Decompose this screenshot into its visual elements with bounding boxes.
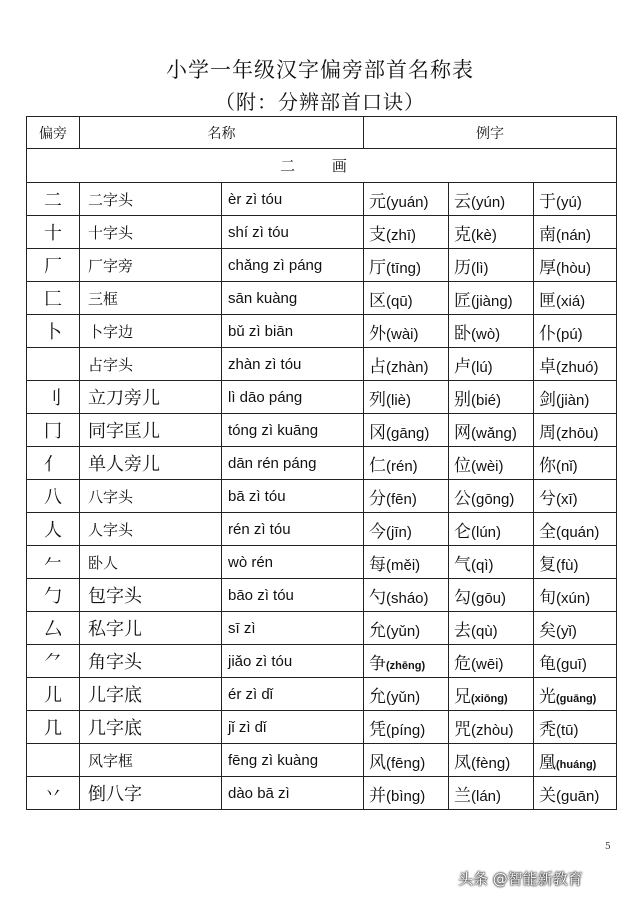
example-pinyin: (zhàn) xyxy=(386,358,429,376)
example-character: 勾 xyxy=(454,587,471,608)
radical-cell: 厶 xyxy=(27,612,80,645)
example-character: 南 xyxy=(539,224,556,245)
example-cell xyxy=(449,612,534,645)
example-pinyin: (sháo) xyxy=(386,589,429,607)
example-pinyin: (hòu) xyxy=(556,259,592,277)
example-character: 旬 xyxy=(539,587,556,608)
example-pinyin: (bìng) xyxy=(386,787,426,805)
section-row xyxy=(27,149,617,183)
example-character: 别 xyxy=(454,389,471,410)
example-character: 外 xyxy=(369,323,386,344)
example-pinyin: (gōng) xyxy=(471,490,515,508)
example-character: 匠 xyxy=(454,290,471,311)
example-character: 卓 xyxy=(539,356,556,377)
example-pinyin: (yuán) xyxy=(386,193,429,211)
example-pinyin: (qì) xyxy=(471,556,494,574)
radical-name-cell: 包字头 xyxy=(80,579,222,612)
pinyin-cell: jǐ zì dǐ xyxy=(222,711,364,744)
example-pinyin: (jiàn) xyxy=(556,391,590,409)
radical-cell: 人 xyxy=(27,513,80,546)
radical-name-cell: 风字框 xyxy=(80,744,222,777)
example-character: 列 xyxy=(369,389,386,410)
pinyin-cell: bǔ zì biān xyxy=(222,315,364,348)
radical-name-cell: 单人旁儿 xyxy=(80,447,222,480)
example-pinyin: (yǔn) xyxy=(386,622,421,640)
example-character: 秃 xyxy=(539,719,556,740)
page-subtitle: （附：分辨部首口诀） xyxy=(215,90,425,114)
example-cell xyxy=(364,777,449,810)
example-pinyin: (lán) xyxy=(471,787,502,805)
example-pinyin: (fēn) xyxy=(386,490,417,508)
header-examples: 例字 xyxy=(364,117,617,149)
example-character: 于 xyxy=(539,191,556,212)
example-cell xyxy=(449,645,534,678)
example-pinyin: (wèi) xyxy=(471,457,504,475)
header-name: 名称 xyxy=(80,117,364,149)
example-pinyin: (qù) xyxy=(471,622,498,640)
example-character: 并 xyxy=(369,785,386,806)
radical-cell: 二 xyxy=(27,183,80,216)
example-pinyin: (lún) xyxy=(471,523,502,541)
table-row xyxy=(27,414,617,447)
radical-table xyxy=(26,116,617,810)
table-row xyxy=(27,777,617,810)
example-character: 支 xyxy=(369,224,386,245)
example-cell xyxy=(449,777,534,810)
pinyin-cell: sān kuàng xyxy=(222,282,364,315)
example-character: 云 xyxy=(454,191,471,212)
example-character: 光 xyxy=(539,686,556,707)
example-pinyin: (zhòu) xyxy=(471,721,514,739)
example-pinyin: (bié) xyxy=(471,391,502,409)
radical-cell: ⺈ xyxy=(27,645,80,678)
example-pinyin: (fēng) xyxy=(386,754,426,772)
example-character: 冈 xyxy=(369,422,386,443)
page-number: 5 xyxy=(605,842,611,852)
example-character: 允 xyxy=(369,620,386,641)
example-pinyin: (gāng) xyxy=(386,424,430,442)
example-character: 卢 xyxy=(454,356,471,377)
example-pinyin: (tīng) xyxy=(386,259,422,277)
example-pinyin: (jiàng) xyxy=(471,292,513,310)
table-row xyxy=(27,216,617,249)
example-cell xyxy=(534,645,617,678)
radical-cell xyxy=(27,348,80,381)
radical-cell: 几 xyxy=(27,711,80,744)
example-pinyin: (xún) xyxy=(556,589,591,607)
example-character: 克 xyxy=(454,224,471,245)
example-cell xyxy=(364,480,449,513)
example-cell xyxy=(364,546,449,579)
example-pinyin: (yǐ) xyxy=(556,622,577,640)
example-pinyin: (měi) xyxy=(386,556,421,574)
example-cell xyxy=(534,579,617,612)
example-pinyin: (jīn) xyxy=(386,523,412,541)
table-row xyxy=(27,183,617,216)
pinyin-cell: rén zì tóu xyxy=(222,513,364,546)
pinyin-cell: dān rén páng xyxy=(222,447,364,480)
header-row xyxy=(27,117,617,149)
example-character: 仑 xyxy=(454,521,471,542)
example-character: 复 xyxy=(539,554,556,575)
example-character: 兮 xyxy=(539,488,556,509)
example-pinyin: (liè) xyxy=(386,391,411,409)
example-pinyin: (rén) xyxy=(386,457,418,475)
example-pinyin: (píng) xyxy=(386,721,426,739)
example-character: 匣 xyxy=(539,290,556,311)
pinyin-cell: shí zì tóu xyxy=(222,216,364,249)
radical-cell: 卜 xyxy=(27,315,80,348)
example-cell xyxy=(364,711,449,744)
table-row xyxy=(27,678,617,711)
example-character: 凭 xyxy=(369,719,386,740)
example-cell xyxy=(534,348,617,381)
example-cell xyxy=(449,381,534,414)
example-cell xyxy=(364,744,449,777)
radical-name-cell: 儿字底 xyxy=(80,678,222,711)
example-cell xyxy=(449,744,534,777)
example-cell xyxy=(449,183,534,216)
example-character: 卧 xyxy=(454,323,471,344)
example-pinyin: (wǎng) xyxy=(471,424,517,442)
example-pinyin: (nán) xyxy=(556,226,592,244)
example-character: 剑 xyxy=(539,389,556,410)
radical-name-cell: 同字匡儿 xyxy=(80,414,222,447)
example-character: 气 xyxy=(454,554,471,575)
pinyin-cell: dào bā zì xyxy=(222,777,364,810)
example-cell xyxy=(534,414,617,447)
pinyin-cell: wò rén xyxy=(222,546,364,579)
example-cell xyxy=(449,579,534,612)
example-pinyin: (yún) xyxy=(471,193,506,211)
table-row xyxy=(27,480,617,513)
example-character: 厚 xyxy=(539,257,556,278)
radical-cell: 十 xyxy=(27,216,80,249)
example-character: 你 xyxy=(539,455,556,476)
radical-name-cell: 几字底 xyxy=(80,711,222,744)
example-cell xyxy=(449,249,534,282)
example-pinyin: (yú) xyxy=(556,193,582,211)
table-row xyxy=(27,381,617,414)
example-character: 仁 xyxy=(369,455,386,476)
example-pinyin: (huáng) xyxy=(556,758,597,771)
example-cell xyxy=(449,414,534,447)
table-row xyxy=(27,645,617,678)
example-character: 区 xyxy=(369,290,386,311)
example-character: 每 xyxy=(369,554,386,575)
example-cell xyxy=(364,678,449,711)
table-row xyxy=(27,513,617,546)
pinyin-cell: fēng zì kuàng xyxy=(222,744,364,777)
pinyin-cell: ér zì dǐ xyxy=(222,678,364,711)
table-row xyxy=(27,711,617,744)
example-cell xyxy=(364,282,449,315)
example-cell xyxy=(534,282,617,315)
example-pinyin: (tū) xyxy=(556,721,579,739)
example-cell xyxy=(449,216,534,249)
example-cell xyxy=(449,546,534,579)
example-cell xyxy=(364,579,449,612)
example-pinyin: (lú) xyxy=(471,358,493,376)
table-row xyxy=(27,249,617,282)
example-cell xyxy=(534,612,617,645)
example-character: 历 xyxy=(454,257,471,278)
radical-name-cell: 倒八字 xyxy=(80,777,222,810)
radical-cell: 八 xyxy=(27,480,80,513)
example-pinyin: (guī) xyxy=(556,655,587,673)
example-pinyin: (fù) xyxy=(556,556,579,574)
example-pinyin: (zhī) xyxy=(386,226,416,244)
example-cell xyxy=(534,744,617,777)
example-character: 危 xyxy=(454,653,471,674)
example-pinyin: (yǔn) xyxy=(386,688,421,706)
example-cell xyxy=(534,678,617,711)
example-cell xyxy=(449,282,534,315)
radical-name-cell: 角字头 xyxy=(80,645,222,678)
example-pinyin: (zhuó) xyxy=(556,358,599,376)
example-cell xyxy=(364,348,449,381)
example-cell xyxy=(364,249,449,282)
example-character: 元 xyxy=(369,191,386,212)
radical-cell: 冂 xyxy=(27,414,80,447)
example-cell xyxy=(534,183,617,216)
example-cell xyxy=(534,381,617,414)
example-cell xyxy=(534,480,617,513)
pinyin-cell: jiǎo zì tóu xyxy=(222,645,364,678)
example-cell xyxy=(534,513,617,546)
example-character: 占 xyxy=(369,356,386,377)
radical-cell: 勹 xyxy=(27,579,80,612)
pinyin-cell: tóng zì kuāng xyxy=(222,414,364,447)
example-pinyin: (zhōu) xyxy=(556,424,599,442)
table-row xyxy=(27,282,617,315)
example-cell xyxy=(534,315,617,348)
example-character: 凤 xyxy=(454,752,471,773)
page-title: 小学一年级汉字偏旁部首名称表 xyxy=(166,58,474,82)
example-cell xyxy=(364,645,449,678)
section-label: 二 画 xyxy=(27,149,617,183)
pinyin-cell: chǎng zì páng xyxy=(222,249,364,282)
example-pinyin: (wò) xyxy=(471,325,501,343)
example-character: 兄 xyxy=(454,686,471,707)
example-pinyin: (guān) xyxy=(556,787,600,805)
example-pinyin: (qū) xyxy=(386,292,413,310)
example-character: 咒 xyxy=(454,719,471,740)
table-row xyxy=(27,315,617,348)
example-character: 兰 xyxy=(454,785,471,806)
table-row xyxy=(27,579,617,612)
radical-name-cell: 卧人 xyxy=(80,546,222,579)
table-row xyxy=(27,546,617,579)
radical-name-cell: 八字头 xyxy=(80,480,222,513)
radical-cell: 丷 xyxy=(27,777,80,810)
radical-cell: 𠂉 xyxy=(27,546,80,579)
example-cell xyxy=(534,216,617,249)
example-character: 勺 xyxy=(369,587,386,608)
example-character: 关 xyxy=(539,785,556,806)
example-pinyin: (wēi) xyxy=(471,655,504,673)
pinyin-cell: lì dāo páng xyxy=(222,381,364,414)
example-pinyin: (xiōng) xyxy=(471,692,508,705)
example-cell xyxy=(364,513,449,546)
example-character: 厅 xyxy=(369,257,386,278)
example-character: 仆 xyxy=(539,323,556,344)
pinyin-cell: sī zì xyxy=(222,612,364,645)
example-character: 周 xyxy=(539,422,556,443)
example-character: 争 xyxy=(369,653,386,674)
example-cell xyxy=(534,711,617,744)
radical-cell: 亻 xyxy=(27,447,80,480)
example-pinyin: (fèng) xyxy=(471,754,511,772)
radical-cell: 刂 xyxy=(27,381,80,414)
example-character: 风 xyxy=(369,752,386,773)
radical-cell xyxy=(27,744,80,777)
example-cell xyxy=(449,711,534,744)
radical-name-cell: 占字头 xyxy=(80,348,222,381)
example-cell xyxy=(534,546,617,579)
example-pinyin: (xiá) xyxy=(556,292,586,310)
radical-name-cell: 人字头 xyxy=(80,513,222,546)
pinyin-cell: zhàn zì tóu xyxy=(222,348,364,381)
radical-name-cell: 二字头 xyxy=(80,183,222,216)
radical-name-cell: 厂字旁 xyxy=(80,249,222,282)
table-row xyxy=(27,348,617,381)
example-character: 分 xyxy=(369,488,386,509)
example-pinyin: (kè) xyxy=(471,226,497,244)
example-pinyin: (gōu) xyxy=(471,589,507,607)
example-cell xyxy=(449,678,534,711)
example-character: 网 xyxy=(454,422,471,443)
example-cell xyxy=(449,447,534,480)
example-character: 龟 xyxy=(539,653,556,674)
example-cell xyxy=(534,447,617,480)
example-character: 公 xyxy=(454,488,471,509)
radical-cell: 儿 xyxy=(27,678,80,711)
example-cell xyxy=(364,216,449,249)
example-cell xyxy=(449,315,534,348)
radical-cell: 匚 xyxy=(27,282,80,315)
example-cell xyxy=(449,348,534,381)
example-pinyin: (quán) xyxy=(556,523,600,541)
example-cell xyxy=(449,480,534,513)
radical-name-cell: 卜字边 xyxy=(80,315,222,348)
radical-name-cell: 十字头 xyxy=(80,216,222,249)
example-pinyin: (lì) xyxy=(471,259,489,277)
pinyin-cell: èr zì tóu xyxy=(222,183,364,216)
pinyin-cell: bā zì tóu xyxy=(222,480,364,513)
example-cell xyxy=(364,183,449,216)
example-pinyin: (zhēng) xyxy=(386,659,426,672)
example-cell xyxy=(449,513,534,546)
example-cell xyxy=(364,315,449,348)
radical-name-cell: 立刀旁儿 xyxy=(80,381,222,414)
example-cell xyxy=(364,447,449,480)
table-row xyxy=(27,612,617,645)
example-cell xyxy=(364,612,449,645)
pinyin-cell: bāo zì tóu xyxy=(222,579,364,612)
example-cell xyxy=(364,381,449,414)
header-radical: 偏旁 xyxy=(27,117,80,149)
example-cell xyxy=(534,777,617,810)
example-cell xyxy=(364,414,449,447)
example-character: 全 xyxy=(539,521,556,542)
table-row xyxy=(27,744,617,777)
watermark: 头条 @智能新教育 xyxy=(458,870,583,888)
table-row xyxy=(27,447,617,480)
example-pinyin: (xī) xyxy=(556,490,578,508)
example-character: 去 xyxy=(454,620,471,641)
example-cell xyxy=(534,249,617,282)
radical-name-cell: 三框 xyxy=(80,282,222,315)
example-pinyin: (pú) xyxy=(556,325,583,343)
example-pinyin: (nǐ) xyxy=(556,457,578,475)
example-character: 允 xyxy=(369,686,386,707)
example-character: 矣 xyxy=(539,620,556,641)
example-character: 今 xyxy=(369,521,386,542)
example-pinyin: (wài) xyxy=(386,325,419,343)
example-pinyin: (guāng) xyxy=(556,692,597,705)
example-character: 凰 xyxy=(539,752,556,773)
radical-cell: 厂 xyxy=(27,249,80,282)
radical-name-cell: 私字儿 xyxy=(80,612,222,645)
example-character: 位 xyxy=(454,455,471,476)
